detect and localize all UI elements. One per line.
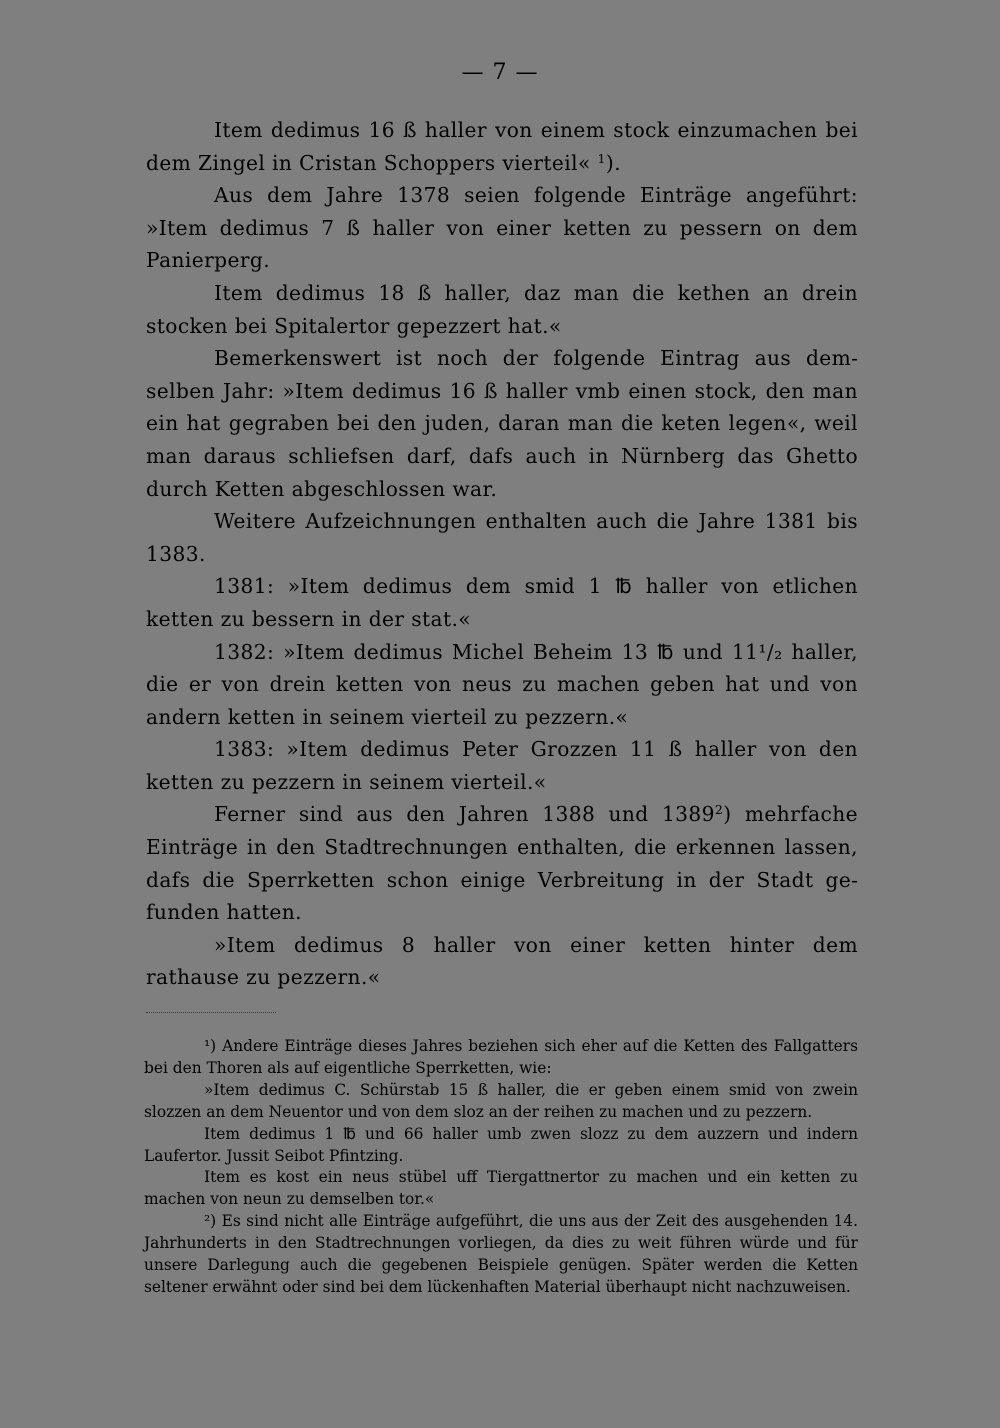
paragraph: Bemerkenswert ist noch der folgende Eintrag aus demselben Jahr: »Item dedimus 16 ß haller vmb einen stock, den man ein hat gegraben bei den juden, daran man die keten legen«, weil man daraus schliefsen darf, dafs auch in Nürnberg das Ghetto durch Ketten abgeschlossen war. xyxy=(146,346,858,501)
footnote-ref: 2 xyxy=(714,802,724,818)
footnote-ref: 1 xyxy=(597,150,606,166)
footnote-separator xyxy=(146,1012,276,1013)
paragraph: Weitere Aufzeichnungen enthalten auch die Jahre 1381 bis 1383. xyxy=(146,509,858,566)
footnote: ¹) Andere Einträge dieses Jahres beziehen sich eher auf die Ketten des Fallgatters bei den Thoren als auf eigentliche Sperrketten, wie: xyxy=(144,1037,858,1077)
paragraph: »Item dedimus 8 haller von einer ketten hinter dem rathause zu pezzern.« xyxy=(146,932,858,990)
paragraph: Aus dem Jahre 1378 seien folgende Einträge angeführt: »Item dedimus 7 ß haller von einer ketten zu pessern on dem Panierperg. xyxy=(146,183,858,273)
paragraph xyxy=(146,798,858,928)
paragraph: 1381: »Item dedimus dem smid 1 ℔ haller von etlichen ketten zu bessern in der stat.« xyxy=(146,574,858,631)
paragraph: 1382: »Item dedimus Michel Beheim 13 ℔ und 11¹/₂ haller, die er von drein ketten von neus zu machen geben hat und von andern ketten in seinem vierteil zu pezzern.« xyxy=(146,639,858,729)
paragraph: 1383: »Item dedimus Peter Grozzen 11 ß haller von den ketten zu pezzern in seinem vierteil.« xyxy=(146,737,858,794)
footnotes xyxy=(144,1036,858,1299)
footnote: »Item dedimus C. Schürstab 15 ß haller, die er geben einem smid von zwein slozzen an dem Neuentor und von dem sloz an der reihen zu machen und zu pezzern. xyxy=(144,1080,858,1121)
main-text xyxy=(146,114,858,994)
footnote: ²) Es sind nicht alle Einträge aufgeführt, die uns aus der Zeit des ausgehenden 14. Jahrhunderts in den Stadtrechnungen vorliegen, da dies zu weit führen würde und für unsere Darlegung auch die gegebenen Beispiele genügen. Später werden die Ketten seltener erwähnt oder sind bei dem lückenhaften Material überhaupt nicht nachzuweisen. xyxy=(144,1212,858,1296)
page-number: — 7 — xyxy=(461,60,539,85)
paragraph-text: Item dedimus 16 ß haller von einem stock einzumachen bei dem Zingel in Cristan Schoppers vierteil« xyxy=(146,118,858,175)
footnote: Item es kost ein neus stübel uff Tiergattnertor zu machen und ein ketten zu machen von neun zu demselben tor.« xyxy=(144,1168,858,1209)
footnote: Item dedimus 1 ℔ und 66 haller umb zwen slozz zu dem auzzern und indern Laufertor. Jussit Seibot Pfintzing. xyxy=(144,1124,858,1165)
paragraph-text: Ferner sind aus den Jahren 1388 und 1389 xyxy=(214,802,715,827)
paragraph-text-end: ) mehrfache Einträge in den Stadtrechnungen enthalten, die erkennen lassen, dafs die Sperrketten schon einige Verbreitung in der Stadt gefunden hatten. xyxy=(146,802,858,925)
paragraph: Item dedimus 18 ß haller, daz man die kethen an drein stocken bei Spitalertor gepezzert hat.« xyxy=(146,280,858,338)
paragraph xyxy=(146,114,858,179)
paragraph-text-end: ). xyxy=(605,150,622,175)
